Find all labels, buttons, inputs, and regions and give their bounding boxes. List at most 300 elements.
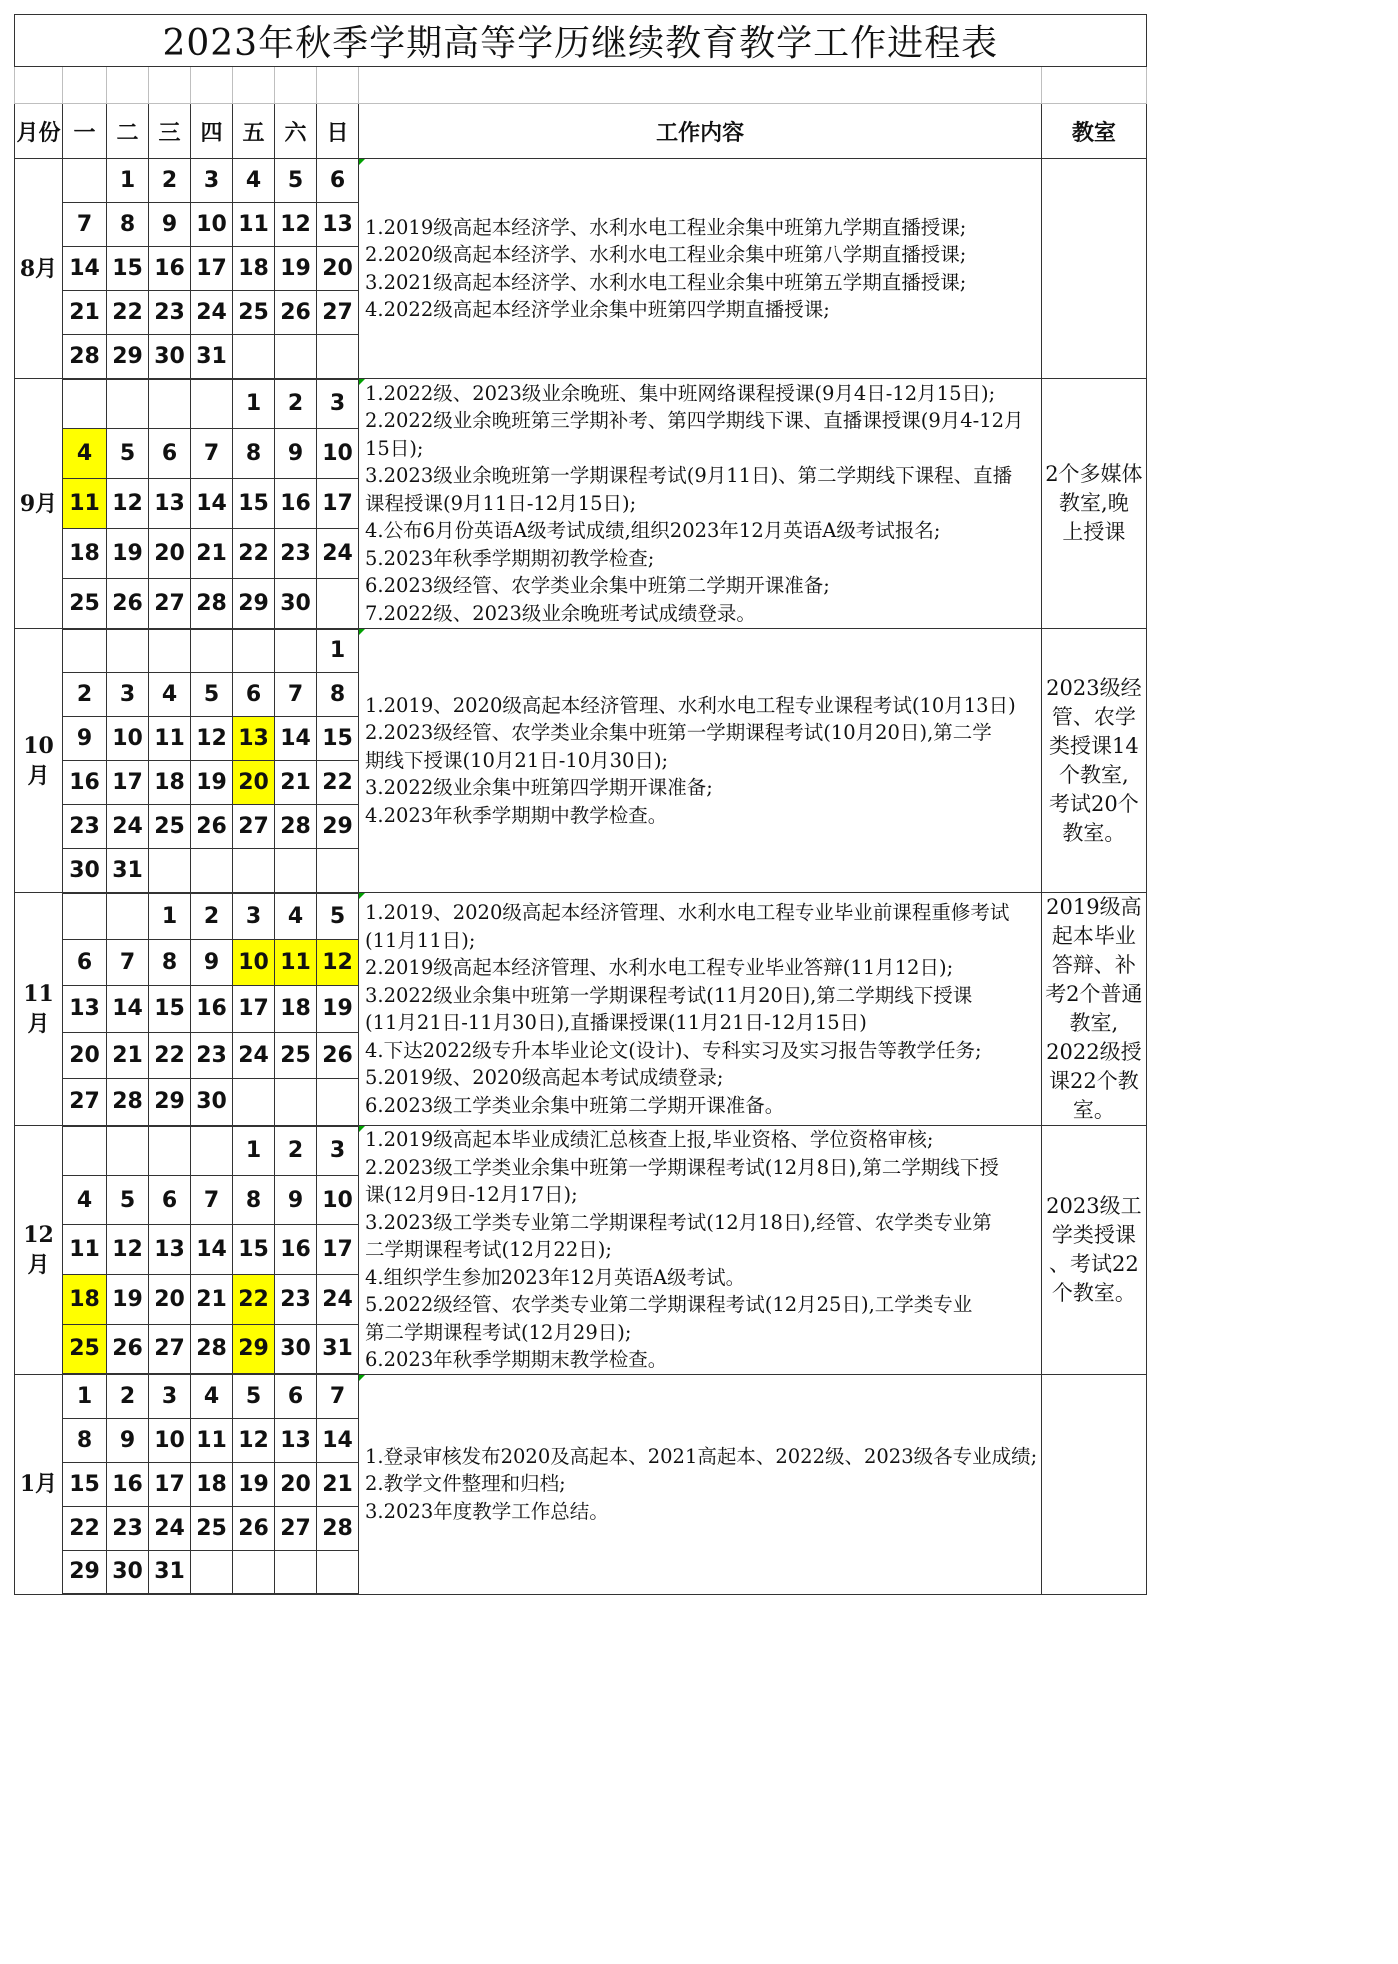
day-cell: 4 — [63, 1175, 107, 1225]
month-label-line: 9月 — [19, 490, 58, 517]
work-content-line: (11月11日); — [365, 928, 476, 952]
day-cell: 23 — [275, 1275, 317, 1325]
classroom-info — [1042, 1374, 1146, 1594]
day-cell: 9 — [275, 429, 317, 479]
month-label-line: 月 — [27, 1251, 50, 1278]
day-cell: 30 — [63, 849, 107, 893]
day-cell — [233, 1079, 275, 1126]
classroom-line: 2023级工 — [1046, 1193, 1142, 1218]
day-cell: 30 — [275, 1324, 317, 1374]
day-cell: 8 — [149, 939, 191, 986]
day-cell: 15 — [149, 986, 191, 1033]
day-cell: 4 — [63, 429, 107, 479]
day-cell: 22 — [63, 1506, 107, 1550]
day-cell: 18 — [149, 761, 191, 805]
day-cell: 10 — [317, 429, 359, 479]
day-cell: 10 — [191, 203, 233, 247]
day-cell: 7 — [191, 429, 233, 479]
work-content-line: 5.2019级、2020级高起本考试成绩登录; — [365, 1066, 724, 1089]
day-cell: 28 — [317, 1506, 359, 1550]
work-content-line: 1.2019级高起本毕业成绩汇总核查上报,毕业资格、学位资格审核; — [365, 1128, 934, 1151]
month-label-line: 月 — [27, 1011, 50, 1037]
day-cell: 2 — [107, 1374, 149, 1418]
day-cell — [63, 159, 107, 203]
day-cell: 14 — [191, 1225, 233, 1275]
day-cell: 1 — [317, 629, 359, 673]
classroom-line: 起本毕业 — [1051, 924, 1136, 948]
day-cell: 4 — [233, 159, 275, 203]
comment-marker-icon — [359, 629, 365, 635]
day-cell: 24 — [107, 805, 149, 849]
work-content — [359, 379, 1042, 629]
month-label — [15, 379, 63, 629]
day-cell: 21 — [317, 1462, 359, 1506]
day-cell: 13 — [149, 1225, 191, 1275]
work-content — [359, 159, 1042, 379]
classroom-line: 考2个普通 — [1045, 982, 1143, 1006]
day-cell: 8 — [107, 203, 149, 247]
day-cell: 21 — [191, 529, 233, 579]
weekday-header: 二 — [107, 104, 149, 159]
day-cell: 23 — [149, 291, 191, 335]
work-content — [359, 1374, 1042, 1594]
header-row — [15, 104, 1147, 159]
day-cell: 2 — [275, 1126, 317, 1176]
classroom-line: 教室。 — [1062, 820, 1126, 845]
classroom-line: 2个多媒体 — [1045, 462, 1143, 486]
day-cell: 23 — [275, 529, 317, 579]
day-cell: 24 — [233, 1032, 275, 1079]
weekday-header: 六 — [275, 104, 317, 159]
work-content-line: 第二学期课程考试(12月29日); — [365, 1320, 632, 1344]
day-cell: 5 — [191, 673, 233, 717]
day-cell: 4 — [191, 1374, 233, 1418]
day-cell: 6 — [63, 939, 107, 986]
week-row — [15, 159, 1147, 203]
day-cell: 14 — [317, 1418, 359, 1462]
day-cell: 12 — [317, 939, 359, 986]
day-cell: 9 — [191, 939, 233, 986]
work-content-line: 4.公布6月份英语A级考试成绩,组织2023年12月英语A级考试报名; — [365, 519, 941, 543]
day-cell: 25 — [149, 805, 191, 849]
day-cell: 17 — [233, 986, 275, 1033]
work-content-line: 5.2022级经管、农学类专业第二学期课程考试(12月25日),工学类专业 — [365, 1293, 973, 1316]
day-cell: 26 — [191, 805, 233, 849]
day-cell: 18 — [233, 247, 275, 291]
day-cell: 6 — [275, 1374, 317, 1418]
day-cell — [107, 379, 149, 429]
day-cell: 5 — [107, 429, 149, 479]
day-cell: 21 — [191, 1275, 233, 1325]
day-cell: 23 — [191, 1032, 233, 1079]
day-cell: 28 — [275, 805, 317, 849]
day-cell: 3 — [191, 159, 233, 203]
work-content-line: 4.组织学生参加2023年12月英语A级考试。 — [365, 1265, 746, 1289]
page-title: 2023年秋季学期高等学历继续教育教学工作进程表 — [15, 15, 1147, 67]
day-cell: 17 — [317, 479, 359, 529]
day-cell: 9 — [275, 1175, 317, 1225]
day-cell: 24 — [317, 529, 359, 579]
weekday-header: 五 — [233, 104, 275, 159]
classroom-line: 个教室。 — [1051, 1280, 1136, 1305]
day-cell: 26 — [107, 1324, 149, 1374]
month-label — [15, 1374, 63, 1594]
work-content-line: 二学期课程考试(12月22日); — [365, 1238, 612, 1261]
work-content-line: 课程授课(9月11日-12月15日); — [365, 491, 637, 515]
day-cell: 7 — [107, 939, 149, 986]
day-cell: 1 — [149, 893, 191, 940]
day-cell: 26 — [233, 1506, 275, 1550]
day-cell — [149, 379, 191, 429]
day-cell: 27 — [149, 1324, 191, 1374]
day-cell: 8 — [233, 1175, 275, 1225]
day-cell: 3 — [149, 1374, 191, 1418]
day-cell: 6 — [233, 673, 275, 717]
day-cell: 21 — [63, 291, 107, 335]
classroom-line: 管、农学 — [1051, 704, 1136, 729]
day-cell: 22 — [317, 761, 359, 805]
day-cell: 26 — [107, 579, 149, 629]
day-cell — [107, 1126, 149, 1176]
day-cell: 13 — [233, 717, 275, 761]
classroom-line: 2022级授 — [1046, 1040, 1142, 1064]
day-cell: 20 — [63, 1032, 107, 1079]
day-cell: 12 — [191, 717, 233, 761]
day-cell: 3 — [317, 379, 359, 429]
day-cell: 22 — [107, 291, 149, 335]
schedule-sheet — [14, 14, 1147, 1595]
work-content-line: 2.教学文件整理和归档; — [365, 1472, 566, 1496]
week-row — [15, 1126, 1147, 1176]
classroom-info — [1042, 629, 1146, 893]
work-content-line: 3.2022级业余集中班第四学期开课准备; — [365, 776, 713, 800]
day-cell: 14 — [191, 479, 233, 529]
schedule-table — [14, 14, 1147, 1595]
classroom-line: 、考试22 — [1049, 1251, 1139, 1276]
work-content-line: (11月21日-11月30日),直播课授课(11月21日-12月15日) — [365, 1011, 867, 1034]
day-cell: 14 — [275, 717, 317, 761]
day-cell: 22 — [149, 1032, 191, 1079]
day-cell: 15 — [107, 247, 149, 291]
day-cell: 23 — [63, 805, 107, 849]
month-label — [15, 893, 63, 1126]
day-cell — [233, 629, 275, 673]
comment-marker-icon — [359, 893, 365, 899]
day-cell — [233, 1550, 275, 1594]
day-cell: 19 — [107, 1275, 149, 1325]
day-cell — [63, 629, 107, 673]
work-content — [359, 1126, 1042, 1375]
day-cell: 15 — [233, 479, 275, 529]
month-label-line: 10 — [23, 732, 54, 759]
classroom-info — [1042, 379, 1146, 629]
day-cell: 16 — [275, 1225, 317, 1275]
classroom-line: 上授课 — [1062, 520, 1126, 544]
day-cell: 12 — [107, 479, 149, 529]
day-cell: 1 — [107, 159, 149, 203]
day-cell: 27 — [149, 579, 191, 629]
day-cell: 27 — [63, 1079, 107, 1126]
day-cell: 26 — [275, 291, 317, 335]
day-cell: 21 — [107, 1032, 149, 1079]
day-cell: 21 — [275, 761, 317, 805]
work-content-line: 15日); — [365, 436, 424, 460]
day-cell — [317, 335, 359, 379]
day-cell: 29 — [63, 1550, 107, 1594]
day-cell: 29 — [233, 579, 275, 629]
work-content-line: 3.2023年度教学工作总结。 — [365, 1499, 609, 1523]
month-label-line: 12 — [23, 1221, 54, 1248]
day-cell: 7 — [275, 673, 317, 717]
day-cell — [317, 1079, 359, 1126]
day-cell — [275, 1550, 317, 1594]
day-cell: 9 — [63, 717, 107, 761]
work-content-line: 3.2023级业余晚班第一学期课程考试(9月11日)、第二学期线下课程、直播 — [365, 464, 1013, 488]
day-cell: 13 — [275, 1418, 317, 1462]
day-cell: 29 — [317, 805, 359, 849]
day-cell: 5 — [233, 1374, 275, 1418]
day-cell: 13 — [149, 479, 191, 529]
day-cell: 29 — [149, 1079, 191, 1126]
day-cell: 2 — [63, 673, 107, 717]
work-content-line: 3.2022级业余集中班第一学期课程考试(11月20日),第二学期线下授课 — [365, 983, 973, 1007]
day-cell: 27 — [275, 1506, 317, 1550]
day-cell: 8 — [317, 673, 359, 717]
day-cell: 4 — [275, 893, 317, 940]
day-cell: 10 — [149, 1418, 191, 1462]
classroom-line: 学类授课 — [1051, 1222, 1136, 1247]
day-cell: 12 — [233, 1418, 275, 1462]
day-cell: 28 — [191, 579, 233, 629]
classroom-info — [1042, 1126, 1146, 1375]
day-cell — [191, 1126, 233, 1176]
day-cell: 30 — [275, 579, 317, 629]
day-cell: 25 — [63, 579, 107, 629]
work-content-line: 2.2019级高起本经济管理、水利水电工程专业毕业答辩(11月12日); — [365, 956, 954, 979]
day-cell: 6 — [149, 1175, 191, 1225]
day-cell: 29 — [107, 335, 149, 379]
day-cell: 27 — [233, 805, 275, 849]
day-cell: 13 — [63, 986, 107, 1033]
day-cell: 14 — [63, 247, 107, 291]
work-content-line: 4.2023年秋季学期期中教学检查。 — [365, 803, 668, 827]
day-cell — [275, 629, 317, 673]
day-cell: 28 — [107, 1079, 149, 1126]
day-cell: 2 — [275, 379, 317, 429]
day-cell — [191, 379, 233, 429]
day-cell: 15 — [317, 717, 359, 761]
weekday-header: 一 — [63, 104, 107, 159]
work-content-line: 2.2020级高起本经济学、水利水电工程业余集中班第八学期直播授课; — [365, 243, 967, 266]
week-row — [15, 379, 1147, 429]
day-cell: 16 — [149, 247, 191, 291]
day-cell: 5 — [275, 159, 317, 203]
work-content-line: 2.2023级工学类业余集中班第一学期课程考试(12月8日),第二学期线下授 — [365, 1155, 999, 1179]
day-cell: 27 — [317, 291, 359, 335]
classroom-line: 个教室, — [1059, 762, 1129, 787]
day-cell: 3 — [107, 673, 149, 717]
day-cell: 25 — [63, 1324, 107, 1374]
week-row — [15, 1374, 1147, 1418]
comment-marker-icon — [359, 1126, 365, 1132]
work-content-line: 6.2023级工学类业余集中班第二学期开课准备。 — [365, 1093, 785, 1117]
day-cell: 7 — [191, 1175, 233, 1225]
day-cell: 11 — [149, 717, 191, 761]
month-label-line: 月 — [27, 762, 50, 789]
day-cell — [191, 1550, 233, 1594]
day-cell: 24 — [317, 1275, 359, 1325]
day-cell: 11 — [63, 1225, 107, 1275]
day-cell: 22 — [233, 529, 275, 579]
day-cell: 18 — [191, 1462, 233, 1506]
classroom-line: 类授课14 — [1049, 733, 1139, 758]
week-row — [15, 893, 1147, 940]
work-content-line: 课(12月9日-12月17日); — [365, 1183, 578, 1206]
month-label-line: 1月 — [19, 1471, 58, 1497]
day-cell: 7 — [63, 203, 107, 247]
classroom-line: 教室, — [1069, 1011, 1119, 1035]
day-cell — [107, 629, 149, 673]
day-cell: 15 — [63, 1462, 107, 1506]
day-cell — [149, 629, 191, 673]
classroom-info — [1042, 893, 1146, 1126]
day-cell: 30 — [149, 335, 191, 379]
day-cell: 3 — [233, 893, 275, 940]
day-cell: 2 — [149, 159, 191, 203]
weekday-header: 日 — [317, 104, 359, 159]
day-cell: 16 — [275, 479, 317, 529]
classroom-line: 2019级高 — [1046, 895, 1142, 919]
day-cell — [63, 893, 107, 940]
week-row — [15, 629, 1147, 673]
day-cell: 1 — [233, 1126, 275, 1176]
work-content-line: 6.2023级经管、农学类业余集中班第二学期开课准备; — [365, 574, 830, 598]
day-cell: 12 — [107, 1225, 149, 1275]
day-cell: 11 — [63, 479, 107, 529]
day-cell: 17 — [107, 761, 149, 805]
day-cell: 24 — [191, 291, 233, 335]
day-cell — [191, 629, 233, 673]
day-cell: 11 — [191, 1418, 233, 1462]
work-content-line: 1.2022级、2023级业余晚班、集中班网络课程授课(9月4日-12月15日); — [365, 381, 996, 405]
day-cell: 26 — [317, 1032, 359, 1079]
day-cell: 18 — [275, 986, 317, 1033]
day-cell: 1 — [63, 1374, 107, 1418]
work-content-line: 2.2023级经管、农学类业余集中班第一学期课程考试(10月20日),第二学 — [365, 721, 992, 745]
classroom-line: 答辩、补 — [1051, 953, 1136, 977]
day-cell: 19 — [233, 1462, 275, 1506]
day-cell: 6 — [149, 429, 191, 479]
day-cell — [317, 1550, 359, 1594]
work-content-line: 期线下授课(10月21日-10月30日); — [365, 748, 669, 772]
day-cell — [275, 849, 317, 893]
day-cell: 25 — [233, 291, 275, 335]
classroom-line: 考试20个 — [1049, 791, 1139, 816]
day-cell: 9 — [149, 203, 191, 247]
day-cell — [63, 1126, 107, 1176]
day-cell: 25 — [191, 1506, 233, 1550]
day-cell: 22 — [233, 1275, 275, 1325]
month-label-line: 11 — [23, 981, 54, 1007]
work-content — [359, 893, 1042, 1126]
day-cell — [317, 849, 359, 893]
day-cell: 8 — [63, 1418, 107, 1462]
day-cell: 20 — [275, 1462, 317, 1506]
day-cell: 31 — [107, 849, 149, 893]
day-cell: 16 — [107, 1462, 149, 1506]
day-cell: 30 — [107, 1550, 149, 1594]
day-cell: 19 — [107, 529, 149, 579]
work-content-line: 1.2019、2020级高起本经济管理、水利水电工程专业毕业前课程重修考试 — [365, 901, 1010, 924]
day-cell: 2 — [191, 893, 233, 940]
room-header: 教室 — [1042, 104, 1146, 159]
work-content-line: 4.下达2022级专升本毕业论文(设计)、专科实习及实习报告等教学任务; — [365, 1038, 982, 1062]
day-cell: 19 — [191, 761, 233, 805]
work-content-line: 3.2021级高起本经济学、水利水电工程业余集中班第五学期直播授课; — [365, 270, 967, 294]
day-cell: 31 — [149, 1550, 191, 1594]
day-cell: 17 — [191, 247, 233, 291]
day-cell: 15 — [233, 1225, 275, 1275]
comment-marker-icon — [359, 159, 365, 165]
weekday-header: 三 — [149, 104, 191, 159]
work-content-line: 5.2023年秋季学期期初教学检查; — [365, 546, 655, 570]
day-cell — [149, 849, 191, 893]
work-content-line: 1.登录审核发布2020及高起本、2021高起本、2022级、2023级各专业成绩; — [365, 1444, 1038, 1468]
classroom-info — [1042, 159, 1146, 379]
day-cell — [233, 849, 275, 893]
month-label-line: 8月 — [19, 255, 58, 282]
day-cell — [63, 379, 107, 429]
month-header: 月份 — [15, 104, 63, 159]
work-content-line: 1.2019、2020级高起本经济管理、水利水电工程专业课程考试(10月13日) — [365, 693, 1016, 717]
day-cell: 10 — [233, 939, 275, 986]
day-cell: 18 — [63, 1275, 107, 1325]
day-cell: 28 — [63, 335, 107, 379]
work-content-line: 2.2022级业余晚班第三学期补考、第四学期线下课、直播课授课(9月4-12月 — [365, 409, 1024, 433]
spacer-row — [15, 67, 1147, 104]
classroom-line: 室。 — [1072, 1098, 1115, 1122]
content-header: 工作内容 — [359, 104, 1042, 159]
month-label — [15, 629, 63, 893]
day-cell: 20 — [149, 1275, 191, 1325]
day-cell: 23 — [107, 1506, 149, 1550]
day-cell: 19 — [317, 986, 359, 1033]
day-cell: 19 — [275, 247, 317, 291]
day-cell: 14 — [107, 986, 149, 1033]
day-cell — [275, 335, 317, 379]
day-cell: 5 — [107, 1175, 149, 1225]
day-cell: 29 — [233, 1324, 275, 1374]
work-content — [359, 629, 1042, 893]
day-cell: 12 — [275, 203, 317, 247]
work-content-line: 4.2022级高起本经济学业余集中班第四学期直播授课; — [365, 298, 830, 321]
day-cell — [191, 849, 233, 893]
day-cell: 8 — [233, 429, 275, 479]
day-cell: 31 — [191, 335, 233, 379]
day-cell: 30 — [191, 1079, 233, 1126]
day-cell: 13 — [317, 203, 359, 247]
day-cell: 24 — [149, 1506, 191, 1550]
day-cell: 20 — [233, 761, 275, 805]
day-cell — [317, 579, 359, 629]
day-cell: 1 — [233, 379, 275, 429]
work-content-line: 1.2019级高起本经济学、水利水电工程业余集中班第九学期直播授课; — [365, 215, 967, 239]
comment-marker-icon — [359, 1375, 365, 1381]
day-cell — [275, 1079, 317, 1126]
day-cell: 16 — [191, 986, 233, 1033]
day-cell: 17 — [317, 1225, 359, 1275]
classroom-line: 2023级经 — [1046, 675, 1142, 700]
